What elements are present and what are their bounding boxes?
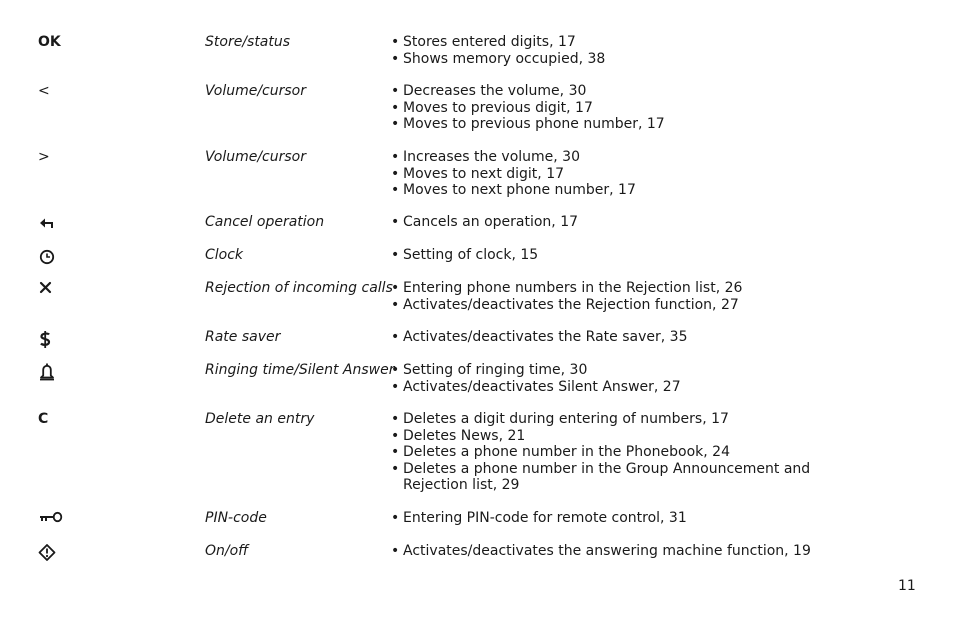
function-name: On/off [205,543,249,559]
function-name: Delete an entry [205,411,315,427]
description-item: • Increases the volume, 30 [391,149,841,166]
description-item: • Moves to previous digit, 17 [391,100,841,117]
function-name: Store/status [205,34,291,50]
description-list [391,280,841,313]
key-label-c: C [38,411,49,427]
description-item: • Activates/deactivates Silent Answer, 27 [391,379,841,396]
dollar-icon [38,329,78,347]
function-name: Volume/cursor [205,149,306,165]
description-item: • Entering PIN-code for remote control, 31 [391,510,841,527]
description-item: • Setting of clock, 15 [391,247,841,264]
on-off-icon [38,543,78,561]
description-item: • Shows memory occupied, 38 [391,51,841,68]
function-name: Clock [205,247,244,263]
page-number: 11 [898,578,916,594]
key-label-ok: OK [38,34,61,50]
key-icon [38,510,78,528]
description-item: • Entering phone numbers in the Rejection list, 26 [391,280,841,297]
description-list [391,411,841,494]
bell-icon [38,362,78,380]
description-list [391,543,841,560]
description-item: • Deletes News, 21 [391,428,841,445]
key-label-left: < [38,83,50,99]
description-item: • Moves to previous phone number, 17 [391,116,841,133]
function-name: PIN-code [205,510,267,526]
description-list [391,83,841,133]
back-arrow-icon [38,214,78,232]
description-item: • Deletes a phone number in the Phonebook, 24 [391,444,841,461]
function-name: Volume/cursor [205,83,306,99]
description-item: • Activates/deactivates the Rejection function, 27 [391,297,841,314]
function-name: Ringing time/Silent Answer [205,362,395,378]
description-item: • Decreases the volume, 30 [391,83,841,100]
description-list [391,149,841,199]
clock-icon [38,247,78,265]
description-item: • Moves to next phone number, 17 [391,182,841,199]
description-list [391,510,841,527]
description-item: • Cancels an operation, 17 [391,214,841,231]
description-list [391,362,841,395]
description-item: • Stores entered digits, 17 [391,34,841,51]
cross-icon [38,280,78,298]
description-item: • Deletes a digit during entering of numbers, 17 [391,411,841,428]
description-item: • Deletes a phone number in the Group Announcement and Rejection list, 29 [391,461,841,494]
function-name: Cancel operation [205,214,325,230]
description-item: • Activates/deactivates the Rate saver, 35 [391,329,841,346]
description-list [391,214,841,231]
description-list [391,34,841,67]
description-item: • Activates/deactivates the answering machine function, 19 [391,543,841,560]
function-name: Rejection of incoming calls [205,280,393,296]
description-list [391,329,841,346]
function-name: Rate saver [205,329,281,345]
description-item: • Setting of ringing time, 30 [391,362,841,379]
description-item: • Moves to next digit, 17 [391,166,841,183]
description-list [391,247,841,264]
key-label-right: > [38,149,50,165]
